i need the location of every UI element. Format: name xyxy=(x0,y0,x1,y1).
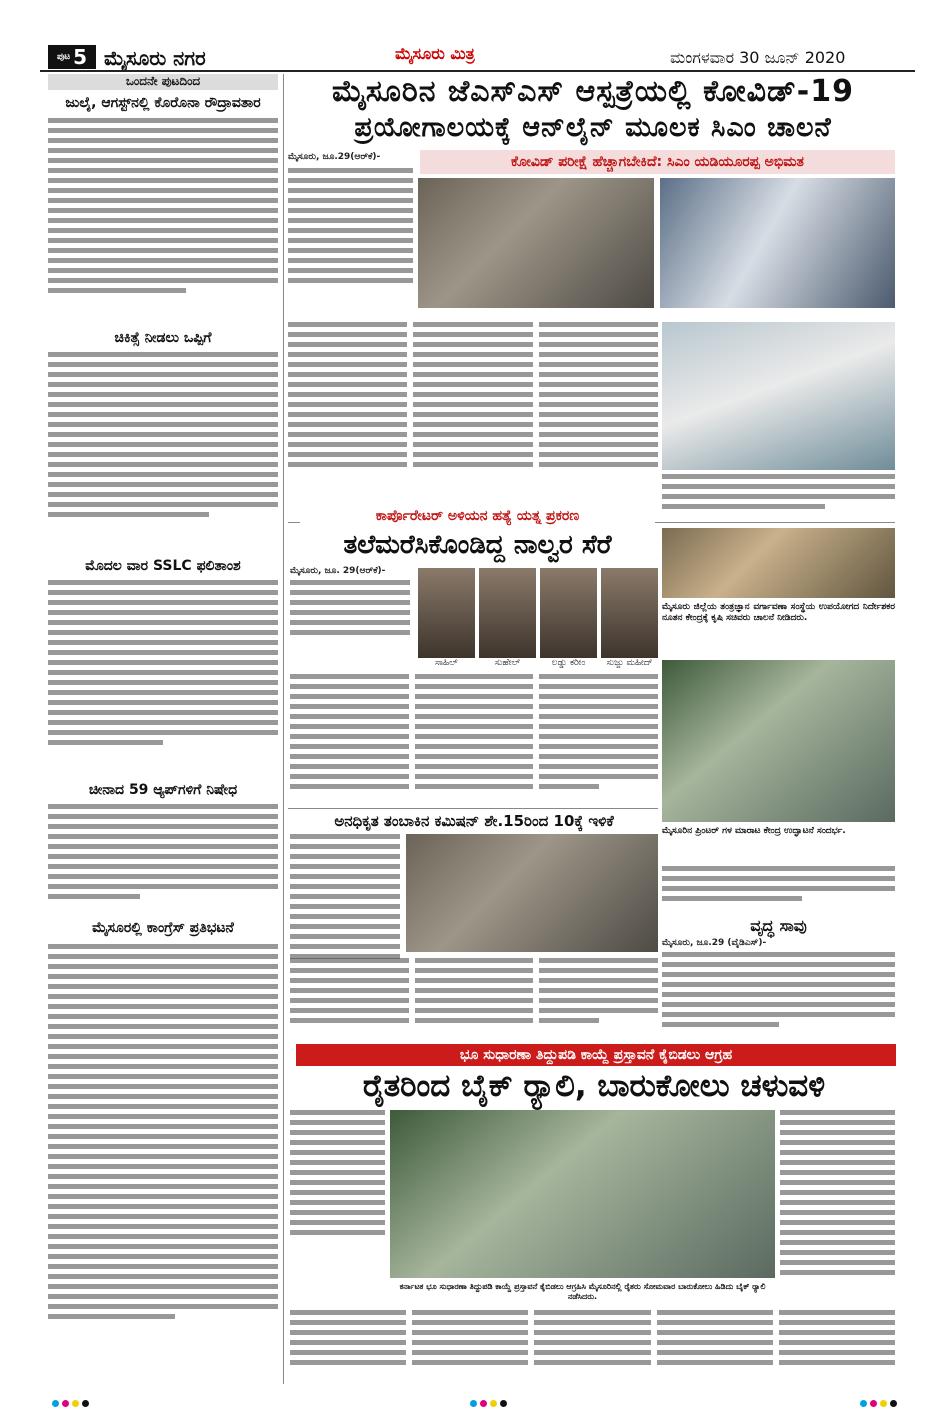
page-number: 5 xyxy=(73,45,88,69)
caption-agri-centre: ಮೈಸೂರು ಜಿಲ್ಲೆಯ ತಂತ್ರಜ್ಞಾನ ವರ್ಗಾವಣಾ ಸಂಸ್ಥೆಯ ಉಪಯೋಗದ ನಿರ್ದೇಶಕರ ನೂತನ ಕೇಂದ್ರಕ್ಕೆ ಕೃಷಿ ಸಚಿವರು ಚಾಲನೆ ನೀಡಿದರು. xyxy=(662,602,895,623)
page-number-badge xyxy=(48,45,96,69)
photo-ppe-lab-workers xyxy=(662,322,895,470)
section-rule xyxy=(288,808,658,809)
section-title: ಮೈಸೂರು ನಗರ xyxy=(104,46,206,70)
obit-body xyxy=(662,952,895,1040)
registration-marks-left xyxy=(52,1400,89,1407)
corporator-dateline: ಮೈಸೂರು, ಜೂ. 29(ಆರ್‌ಕೆ)- xyxy=(290,566,386,576)
lab-caption-text xyxy=(662,474,895,518)
story-body-treatment xyxy=(48,352,278,552)
corporator-body-lead xyxy=(290,580,410,650)
photo-farmers-bike-rally xyxy=(390,1110,775,1278)
photo-tobacco-meeting xyxy=(406,834,658,952)
photo-officials-group xyxy=(662,528,895,598)
story-body-covid-surge xyxy=(48,118,278,326)
mugshot-name: ಸುಜ್ಜು ಮಹೀದ್ xyxy=(606,658,653,668)
farmers-body-col1 xyxy=(290,1110,385,1256)
photo-cm-video-conference xyxy=(418,178,654,308)
farmers-body-bottom xyxy=(290,1310,895,1386)
story-headline-covid-surge: ಜುಲೈ, ಆಗಸ್ಟ್‌ನಲ್ಲಿ ಕೊರೊನಾ ರೌದ್ರಾವತಾರ xyxy=(65,95,261,111)
caption-printer-centre: ಮೈಸೂರಿನ ಪ್ರಿಂಟರ್ ಗಳ ಮಾರಾಟ ಕೇಂದ್ರ ಉದ್ಘಾಟನೆ ಸಂದರ್ಭ. xyxy=(662,826,846,836)
story-body-congress-protest xyxy=(48,944,278,1382)
tobacco-headline: ಅನಧಿಕೃತ ತಂಬಾಕಿನ ಕಮಿಷನ್ ಶೇ.15ರಿಂದ 10ಕ್ಕೆ ಇಳಿಕೆ xyxy=(334,812,614,830)
farmers-kicker: ಭೂ ಸುಧಾರಣಾ ತಿದ್ದುಪಡಿ ಕಾಯ್ದೆ ಪ್ರಸ್ತಾವನೆ ಕೈಬಿಡಲು ಆಗ್ರಹ xyxy=(296,1044,896,1066)
header-rule xyxy=(40,70,915,72)
issue-date: ಮಂಗಳವಾರ 30 ಜೂನ್ 2020 xyxy=(670,48,846,67)
story-headline-treatment: ಚಿಕಿತ್ಸೆ ನೀಡಲು ಒಪ್ಪಿಗೆ xyxy=(114,330,212,346)
lead-dateline: ಮೈಸೂರು, ಜೂ.29(ಆರ್‌ಕೆ)- xyxy=(288,152,381,162)
story-body-sslc xyxy=(48,580,278,776)
photo-lab-inauguration-meeting xyxy=(660,178,895,308)
story-headline-china-apps: ಚೀನಾದ 59 ಆ್ಯಪ್‌ಗಳಿಗೆ ನಿಷೇಧ xyxy=(88,782,238,798)
lead-headline-line1: ಮೈಸೂರಿನ ಜೆಎಸ್ಎಸ್ ಆಸ್ಪತ್ರೆಯಲ್ಲಿ ಕೋವಿಡ್-19 xyxy=(331,74,855,109)
corporator-body xyxy=(290,674,658,804)
story-headline-sslc: ಮೊದಲ ವಾರ SSLC ಫಲಿತಾಂಶ xyxy=(85,558,241,574)
mugshot xyxy=(540,568,597,668)
mugshot-name: ಸಾಹಿಲ್ xyxy=(435,658,458,668)
column-divider xyxy=(283,74,284,1384)
page-label: ಪುಟ xyxy=(56,52,71,62)
accused-mugshots xyxy=(418,568,658,668)
farmers-photo-caption: ಕರ್ನಾಟಕ ಭೂ ಸುಧಾರಣಾ ತಿದ್ದುಪಡಿ ಕಾಯ್ದೆ ಪ್ರಸ್ತಾವನೆ ಕೈಬಿಡಲು ಆಗ್ರಹಿಸಿ ಮೈಸೂರಿನಲ್ಲಿ ರೈತರು ಸೋಮವಾರ ಬಾರುಕೋಲು ಹಿಡಿದು ಬೈಕ್ ರ‍್ಯಾಲಿ ನಡೆಸಿದರು. xyxy=(399,1282,766,1301)
obit-headline: ವೃದ್ಧ ಸಾವು xyxy=(750,916,807,935)
registration-marks-center xyxy=(470,1400,507,1407)
mugshot xyxy=(418,568,475,668)
corporator-headline: ತಲೆಮರೆಸಿಕೊಂಡಿದ್ದ ನಾಲ್ವರ ಸೆರೆ xyxy=(343,530,612,560)
corporator-kicker: ಕಾರ್ಪೊರೇಟರ್ ಅಳಿಯನ ಹತ್ಯೆ ಯತ್ನ ಪ್ರಕರಣ xyxy=(300,508,655,528)
lead-subhead: ಕೋವಿಡ್ ಪರೀಕ್ಷೆ ಹೆಚ್ಚಾಗಬೇಕಿದೆ: ಸಿಎಂ ಯಡಿಯೂರಪ್ಪ ಅಭಿಮತ xyxy=(420,150,895,174)
obit-dateline: ಮೈಸೂರು, ಜೂ.29 (ವೈಡಿಎಸ್)- xyxy=(662,938,767,948)
story-headline-congress-protest: ಮೈಸೂರಲ್ಲಿ ಕಾಂಗ್ರೆಸ್ ಪ್ರತಿಭಟನೆ xyxy=(92,920,234,936)
mugshot xyxy=(479,568,536,668)
farmers-headline: ರೈತರಿಂದ ಬೈಕ್ ರ‍್ಯಾಲಿ, ಬಾರುಕೋಲು ಚಳುವಳಿ xyxy=(362,1068,826,1104)
registration-marks-right xyxy=(860,1400,897,1407)
mugshot-name: ಸುಹೇಲ್ xyxy=(494,658,521,668)
continued-ribbon: ಒಂದನೇ ಪುಟದಿಂದ xyxy=(48,74,278,90)
lead-headline-line2: ಪ್ರಯೋಗಾಲಯಕ್ಕೆ ಆನ್‌ಲೈನ್ ಮೂಲಕ ಸಿಎಂ ಚಾಲನೆ xyxy=(354,112,832,143)
tobacco-body xyxy=(290,958,658,1040)
caption-continued xyxy=(662,866,895,910)
photo-temperature-check xyxy=(662,660,895,822)
lead-body-continued xyxy=(288,322,658,518)
mugshot-name: ಲಡ್ಡು ಕರೀಂ xyxy=(551,658,586,668)
farmers-body-right xyxy=(780,1110,895,1306)
story-body-china-apps xyxy=(48,804,278,916)
lead-body-col1 xyxy=(288,168,413,318)
mugshot xyxy=(601,568,658,668)
masthead: ಮೈಸೂರು ಮಿತ್ರ xyxy=(395,44,475,63)
